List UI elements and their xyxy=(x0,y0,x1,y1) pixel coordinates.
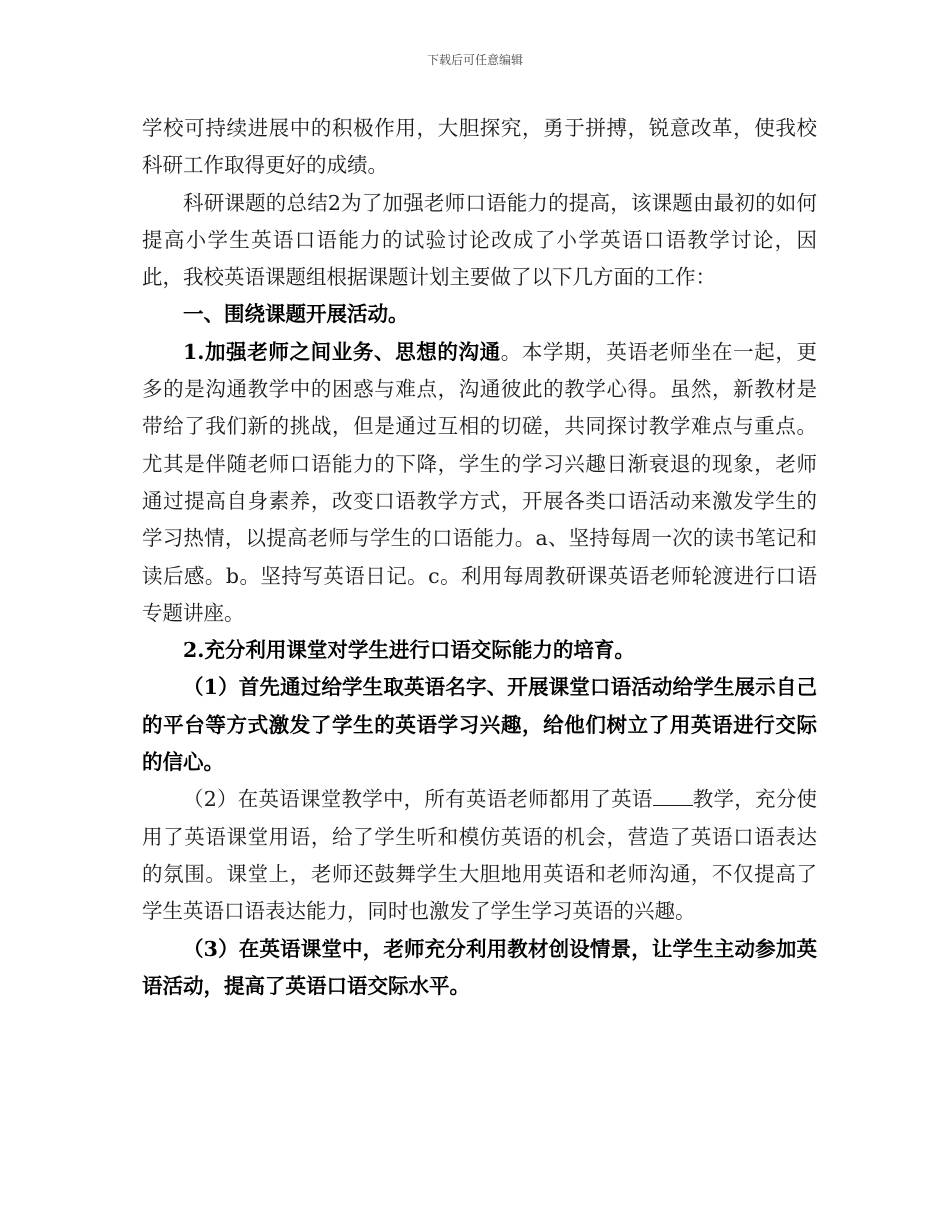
sub-2-text-after: 教学，充分使用了英语课堂用语，给了学生听和模仿英语的机会，营造了英语口语表达的氛围。课堂上，老师还鼓舞学生大胆地用英语和老师沟通，不仅提高了学生英语口语表达能力，同时也激发了学生学习英语的兴趣。 xyxy=(142,787,818,924)
document-body xyxy=(142,110,817,1005)
item-2-heading: 2.充分利用课堂对学生进行口语交际能力的培育。 xyxy=(183,638,635,663)
paragraph-sub-3: （3）在英语课堂中，老师充分利用教材创设情景，让学生主动参加英语活动，提高了英语口语交际水平。 xyxy=(142,936,817,998)
paragraph-sub-1: （1）首先通过给学生取英语名字、开展课堂口语活动给学生展示自己的平台等方式激发了学生的英语学习兴趣，给他们树立了用英语进行交际的信心。 xyxy=(142,675,817,775)
fill-in-blank xyxy=(653,805,693,806)
paragraph-sub-2 xyxy=(142,781,817,930)
paragraph-summary-intro: 科研课题的总结2为了加强老师口语能力的提高，该课题由最初的如何提高小学生英语口语能力的试验讨论改成了小学英语口语教学讨论，因此，我校英语课题组根据课题计划主要做了以下几方面的工作： xyxy=(142,190,817,290)
page-header: 下载后可任意编辑 xyxy=(426,53,523,67)
paragraph-item-1 xyxy=(142,334,817,632)
sub-2-text-before: （2）在英语课堂教学中，所有英语老师都用了英语 xyxy=(183,787,653,812)
paragraph-continuation: 学校可持续进展中的积极作用，大胆探究，勇于拼搏，锐意改革，使我校科研工作取得更好的成绩。 xyxy=(142,116,817,178)
item-1-heading: 1.加强老师之间业务、思想的沟通 xyxy=(183,339,501,364)
item-1-text: 。本学期，英语老师坐在一起，更多的是沟通教学中的困惑与难点，沟通彼此的教学心得。虽然，新教材是带给了我们新的挑战，但是通过互相的切磋，共同探讨教学难点与重点。尤其是伴随老师口语能力的下降，学生的学习兴趣日渐衰退的现象，老师通过提高自身素养，改变口语教学方式，开展各类口语活动来激发学生的学习热情，以提高老师与学生的口语能力。a、坚持每周一次的读书笔记和读后感。b。坚持写英语日记。c。利用每周教研课英语老师轮渡进行口语专题讲座。 xyxy=(142,339,817,625)
section-heading: 一、围绕课题开展活动。 xyxy=(183,302,409,327)
